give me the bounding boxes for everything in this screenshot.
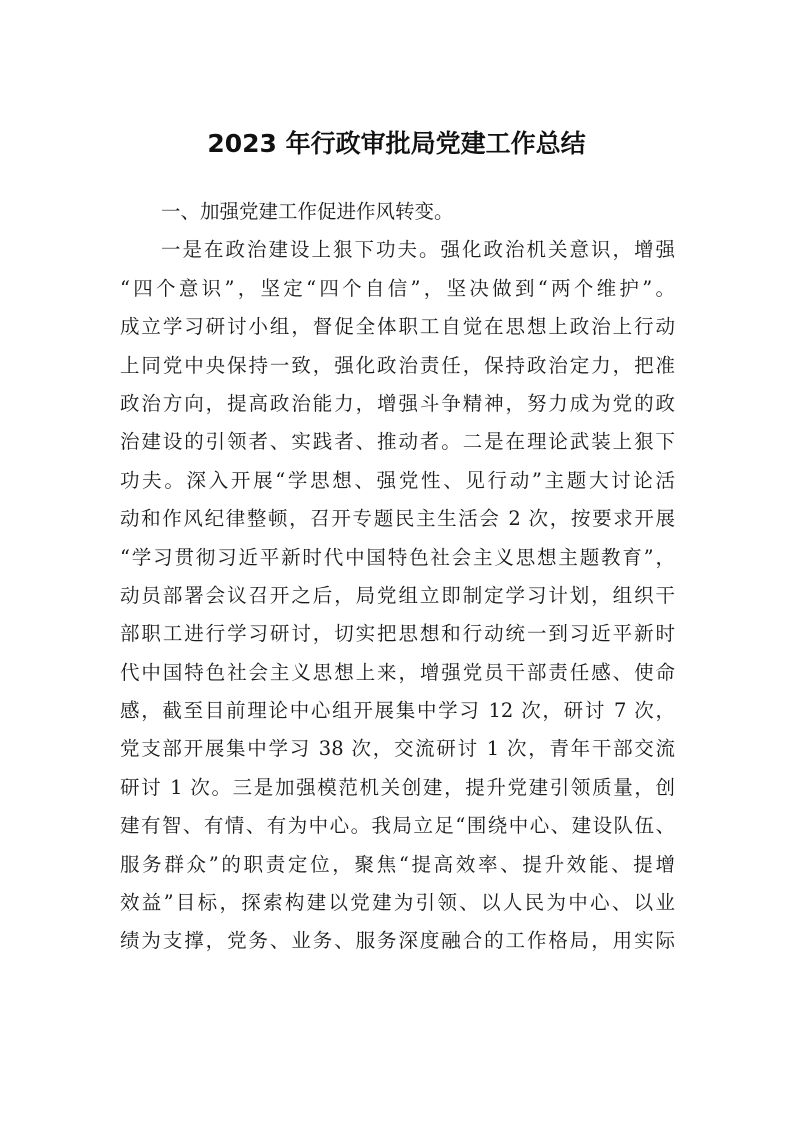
paragraph-line: 动员部署会议召开之后，局党组立即制定学习计划，组织干 <box>120 583 675 607</box>
paragraph-line: 功夫。深入开展“学思想、强党性、见行动”主题大讨论活 <box>120 468 675 492</box>
paragraph-line: 政治方向，提高政治能力，增强斗争精神，努力成为党的政 <box>120 391 675 415</box>
paragraph-line: 代中国特色社会主义思想上来，增强党员干部责任感、使命 <box>120 660 675 684</box>
document-title: 2023 年行政审批局党建工作总结 <box>207 129 586 158</box>
paragraph-line: “学习贯彻习近平新时代中国特色社会主义思想主题教育”， <box>120 545 675 569</box>
paragraph-line: 党支部开展集中学习 38 次，交流研讨 1 次，青年干部交流 <box>120 737 675 761</box>
paragraph-line: 服务群众”的职责定位，聚焦“提高效率、提升效能、提增 <box>120 852 675 876</box>
section-heading: 一、加强党建工作促进作风转变。 <box>161 200 454 223</box>
document-body <box>120 193 675 961</box>
paragraph-line: 绩为支撑，党务、业务、服务深度融合的工作格局，用实际 <box>120 929 675 953</box>
paragraph-line: 感，截至目前理论中心组开展集中学习 12 次，研讨 7 次， <box>120 699 675 723</box>
paragraph-line: 研讨 1 次。三是加强模范机关创建，提升党建引领质量，创 <box>120 775 675 799</box>
paragraph-line: 成立学习研讨小组，督促全体职工自觉在思想上政治上行动 <box>120 315 675 339</box>
paragraph-line: 部职工进行学习研讨，切实把思想和行动统一到习近平新时 <box>120 622 675 646</box>
paragraph-line: 一是在政治建设上狠下功夫。强化政治机关意识，增强 <box>161 238 675 262</box>
paragraph-line: 上同党中央保持一致，强化政治责任，保持政治定力，把准 <box>120 353 675 377</box>
paragraph-line: 效益”目标，探索构建以党建为引领、以人民为中心、以业 <box>120 891 675 915</box>
paragraph-line: 动和作风纪律整顿，召开专题民主生活会 2 次，按要求开展 <box>120 507 675 531</box>
paragraph-line: 治建设的引领者、实践者、推动者。二是在理论武装上狠下 <box>120 430 675 454</box>
paragraph-line: “四个意识”，坚定“四个自信”，坚决做到“两个维护”。 <box>120 276 675 300</box>
paragraph-line: 建有智、有情、有为中心。我局立足“围绕中心、建设队伍、 <box>120 814 675 838</box>
